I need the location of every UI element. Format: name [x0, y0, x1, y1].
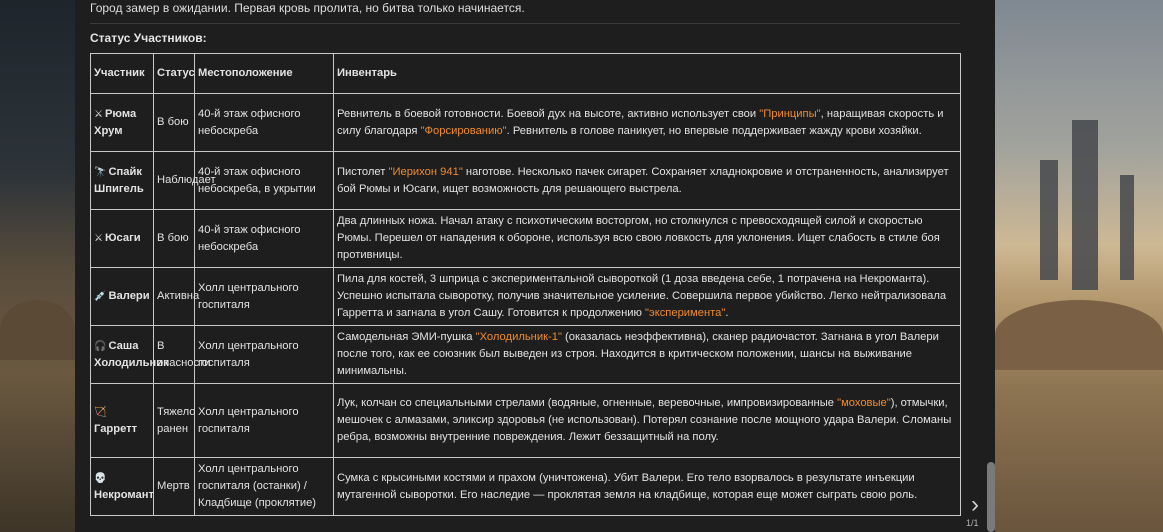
table-row: [91, 384, 961, 458]
status-cell: Тяжело ранен: [154, 384, 195, 458]
participant-name: Валери: [108, 290, 150, 302]
scrollbar-thumb[interactable]: [987, 462, 995, 532]
status-cell: Наблюдает: [154, 152, 195, 210]
intro-text: Город замер в ожидании. Первая кровь пролита, но битва только начинается.: [90, 1, 525, 15]
highlighted-term: "Холодильник-1": [475, 331, 562, 343]
table-row: [91, 326, 961, 384]
inventory-text: Лук, колчан со специальными стрелами (водяные, огненные, веревочные, импровизированные: [337, 397, 838, 409]
participant-name: Рюма Хрум: [94, 107, 137, 137]
participant-cell: [91, 326, 169, 384]
table-row: [91, 94, 961, 152]
ruin-tower: [1120, 175, 1134, 280]
highlighted-term: "моховые": [837, 397, 891, 409]
participant-cell: [91, 210, 154, 268]
highlighted-term: "Принципы": [759, 107, 821, 120]
header-inventory: Инвентарь: [334, 54, 961, 94]
header-participant: Участник: [91, 54, 154, 94]
inventory-text: . Ревнитель в голове паникует, но впервые поддерживает жажду крови хозяйки.: [506, 124, 922, 137]
participant-cell: [91, 458, 154, 516]
location-cell: 40-й этаж офисного небоскреба: [195, 210, 334, 268]
ruin-tower: [1040, 160, 1058, 280]
participant-name: Некромант: [94, 488, 155, 501]
inventory-text: .: [725, 307, 729, 319]
participant-name: Саша Холодильник: [94, 339, 169, 369]
inventory-cell: [334, 458, 961, 516]
highlighted-term: "эксперимента": [645, 307, 726, 319]
status-cell: В бою: [154, 94, 195, 152]
participant-icon: 🏹: [94, 406, 107, 418]
location-cell: Холл центрального госпиталя: [195, 326, 334, 384]
participant-name: Юсаги: [104, 232, 141, 244]
participant-cell: [91, 384, 154, 458]
table-header-row: [91, 54, 961, 94]
inventory-text: , наращивая скорость и силу благодаря: [337, 107, 944, 137]
status-cell: В бою: [154, 210, 195, 268]
participant-icon: ⚔: [94, 233, 103, 244]
inventory-text: Сумка с крысиными костями и прахом (уничтожена). Убит Валери. Его тело взорвалось в результате инъекции мутагенной сыворотки. Его наследие — проклятая земля на кладбище, которая еще может сыграть свою роль.: [337, 471, 918, 501]
participant-cell: [91, 268, 154, 326]
inventory-text: наготове. Несколько пачек сигарет. Сохраняет хладнокровие и отстраненность, анализирует бой Рюмы и Юсаги, ищет возможность для решающего выстрела.: [337, 165, 949, 195]
participant-icon: 🎧: [94, 340, 107, 352]
participant-icon: 🔭: [94, 166, 107, 178]
header-location: Местоположение: [195, 54, 334, 94]
inventory-text: Самодельная ЭМИ-пушка: [337, 331, 476, 343]
participant-icon: 💀: [94, 472, 107, 484]
ground-hill: [0, 300, 75, 360]
participant-cell: [91, 94, 154, 152]
inventory-cell: [334, 384, 961, 458]
inventory-text: (оказалась неэффективна), сканер радиочастот. Загнана в угол Валери после того, как ее союзник был выведен из строя. Находится в критическом положении, шансы на выживание минимальны.: [337, 331, 939, 377]
status-cell: Мертв: [154, 458, 195, 516]
divider: [90, 23, 960, 24]
inventory-cell: [334, 94, 961, 152]
inventory-cell: [334, 326, 961, 384]
status-cell: Активна: [154, 268, 195, 326]
location-cell: Холл центрального госпиталя: [195, 268, 334, 326]
chat-message-panel: [75, 0, 995, 532]
inventory-text: Пистолет: [337, 165, 389, 178]
status-cell: В опасности: [154, 326, 195, 384]
ruin-tower: [1072, 120, 1098, 290]
participant-name: Гарретт: [94, 422, 138, 435]
table-row: [91, 210, 961, 268]
inventory-cell: [334, 152, 961, 210]
table-row: [91, 458, 961, 516]
header-status: Статус: [154, 54, 195, 94]
highlighted-term: "Иерихон 941": [388, 165, 463, 178]
inventory-cell: [334, 210, 961, 268]
inventory-text: ), отмычки, мешочек с алмазами, эликсир здоровья (не использован). Потерял сознание после мощного удара Валери. Сломаны ребра, возможны внутренние повреждения. Лежит беззащитный на полу.: [337, 397, 952, 443]
table-row: [91, 268, 961, 326]
location-cell: 40-й этаж офисного небоскреба: [195, 94, 334, 152]
location-cell: Холл центрального госпиталя (останки) / Кладбище (проклятие): [195, 458, 334, 516]
location-cell: 40-й этаж офисного небоскреба, в укрытии: [195, 152, 334, 210]
inventory-text: Пила для костей, 3 шприца с экспериментальной сывороткой (1 доза введена себе, 1 потрачена на Некроманта). Успешно испытала сыворотку, получив значительное усиление. Совершила первое убийство. Легко нейтрализовала Гарретта и загнала в угол Сашу. Готовится к продолжению: [337, 273, 947, 319]
participant-name: Спайк Шпигель: [94, 165, 144, 195]
status-title: Статус Участников:: [90, 31, 207, 45]
table-row: [91, 152, 961, 210]
chevron-right-icon[interactable]: ›: [971, 491, 979, 518]
location-cell: Холл центрального госпиталя: [195, 384, 334, 458]
inventory-cell: [334, 268, 961, 326]
background-left-strip: [0, 0, 75, 532]
inventory-text: Два длинных ножа. Начал атаку с психотическим восторгом, но столкнулся с превосходящей силой и скоростью Рюмы. Перешел от нападения к обороне, используя всю свою ловкость для уклонения. Ищет слабость в стиле боя противницы.: [337, 215, 940, 261]
participant-icon: 💉: [94, 291, 107, 302]
participant-icon: ⚔: [94, 108, 103, 120]
highlighted-term: "Форсированию": [420, 124, 507, 137]
ground-hill: [995, 300, 1163, 370]
participants-table: [90, 53, 961, 516]
page-indicator: 1/1: [966, 518, 979, 528]
inventory-text: Ревнитель в боевой готовности. Боевой дух на высоте, активно использует свои: [337, 107, 760, 120]
participant-cell: [91, 152, 154, 210]
